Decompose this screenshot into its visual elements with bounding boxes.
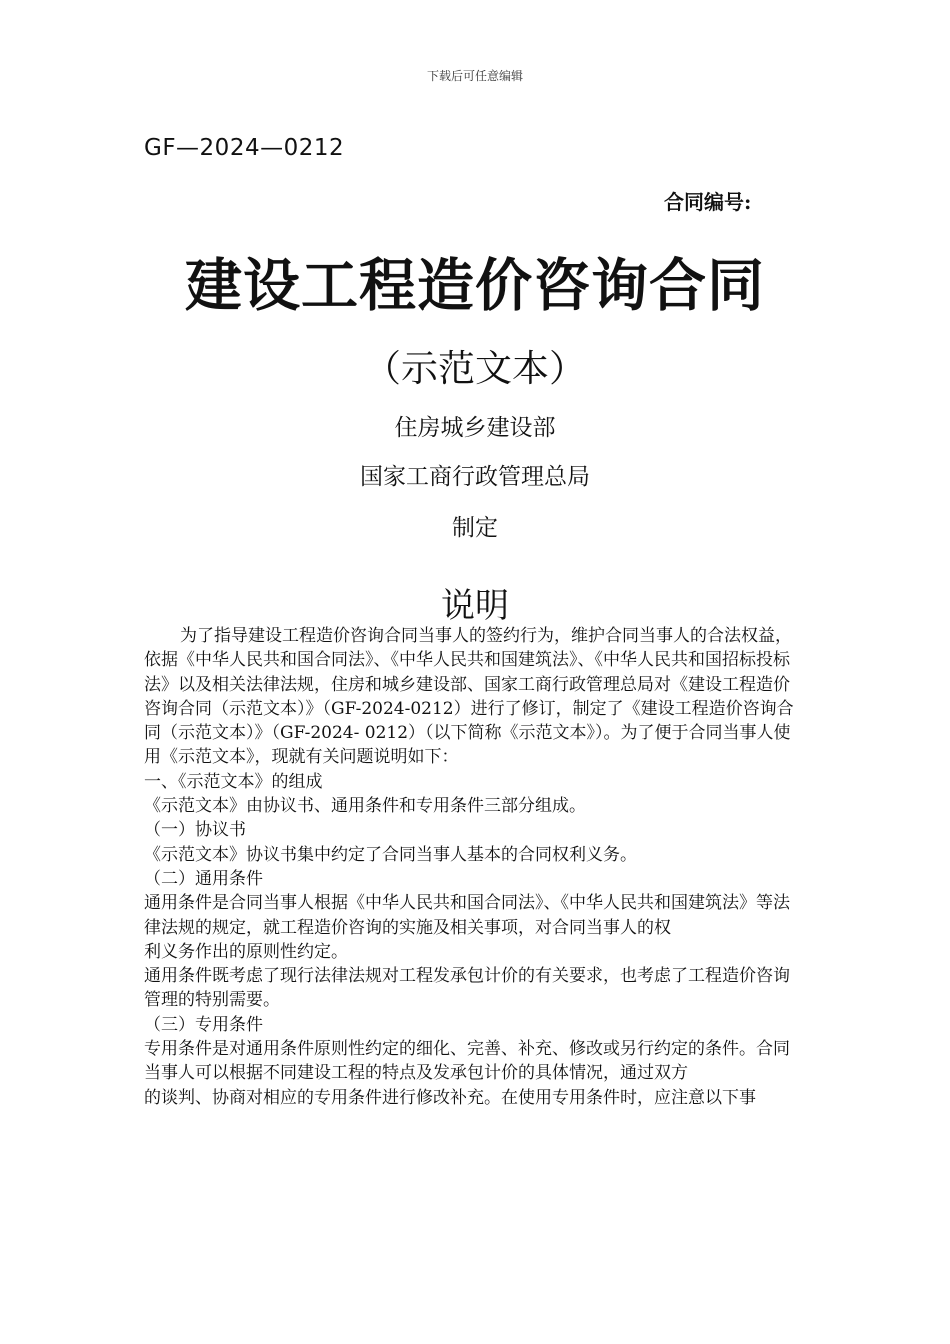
heading-general-conditions: （二）通用条件 xyxy=(144,868,263,889)
header-note: 下载后可任意编辑 xyxy=(426,69,523,83)
heading-special-conditions: （三）专用条件 xyxy=(144,1014,263,1035)
paragraph-intro: 为了指导建设工程造价咨询合同当事人的签约行为，维护合同当事人的合法权益，依据《中华人民共和国合同法》、《中华人民共和国建筑法》、《中华人民共和国招标投标法》以及相关法律法规，住房和城乡建设部、国家工商行政管理总局对《建设工程造价咨询合同（示范文本）》（GF-2024-0212）进行了修订，制定了《建设工程造价咨询合同（示范文本）》（GF-2024- 0212）（以下简称《示范文本》）。为了便于合同当事人使用《示范文本》，现就有关问题说明如下： xyxy=(144,626,794,768)
paragraph-general-conditions-2: 通用条件既考虑了现行法律法规对工程发承包计价的有关要求，也考虑了工程造价咨询管理的特别需要。 xyxy=(144,966,790,1011)
paragraph-composition: 《示范文本》由协议书、通用条件和专用条件三部分组成。 xyxy=(144,796,586,817)
issuer-enacted: 制定 xyxy=(452,515,498,541)
paragraph-general-conditions-cont: 利义务作出的原则性约定。 xyxy=(144,941,348,962)
contract-number-label: 合同编号: xyxy=(664,190,752,214)
explanation-body xyxy=(144,624,798,1110)
issuer-ministry: 住房城乡建设部 xyxy=(394,415,556,441)
paragraph-special-conditions-cont: 的谈判、协商对相应的专用条件进行修改补充。在使用专用条件时，应注意以下事 xyxy=(144,1087,756,1108)
document-title: 建设工程造价咨询合同 xyxy=(185,252,765,319)
document-code: GF—2024—0212 xyxy=(144,135,345,161)
paragraph-agreement: 《示范文本》协议书集中约定了合同当事人基本的合同权利义务。 xyxy=(144,844,637,865)
document-subtitle: （示范文本） xyxy=(364,347,586,390)
paragraph-special-conditions: 专用条件是对通用条件原则性约定的细化、完善、补充、修改或另行约定的条件。合同当事人可以根据不同建设工程的特点及发承包计价的具体情况，通过双方 xyxy=(144,1039,790,1084)
paragraph-general-conditions: 通用条件是合同当事人根据《中华人民共和国合同法》、《中华人民共和国建筑法》等法律法规的规定，就工程造价咨询的实施及相关事项，对合同当事人的权 xyxy=(144,893,790,938)
heading-composition: 一、《示范文本》的组成 xyxy=(144,771,323,792)
section-heading: 说明 xyxy=(441,586,509,626)
issuer-administration: 国家工商行政管理总局 xyxy=(360,464,590,490)
heading-agreement: （一）协议书 xyxy=(144,820,246,841)
